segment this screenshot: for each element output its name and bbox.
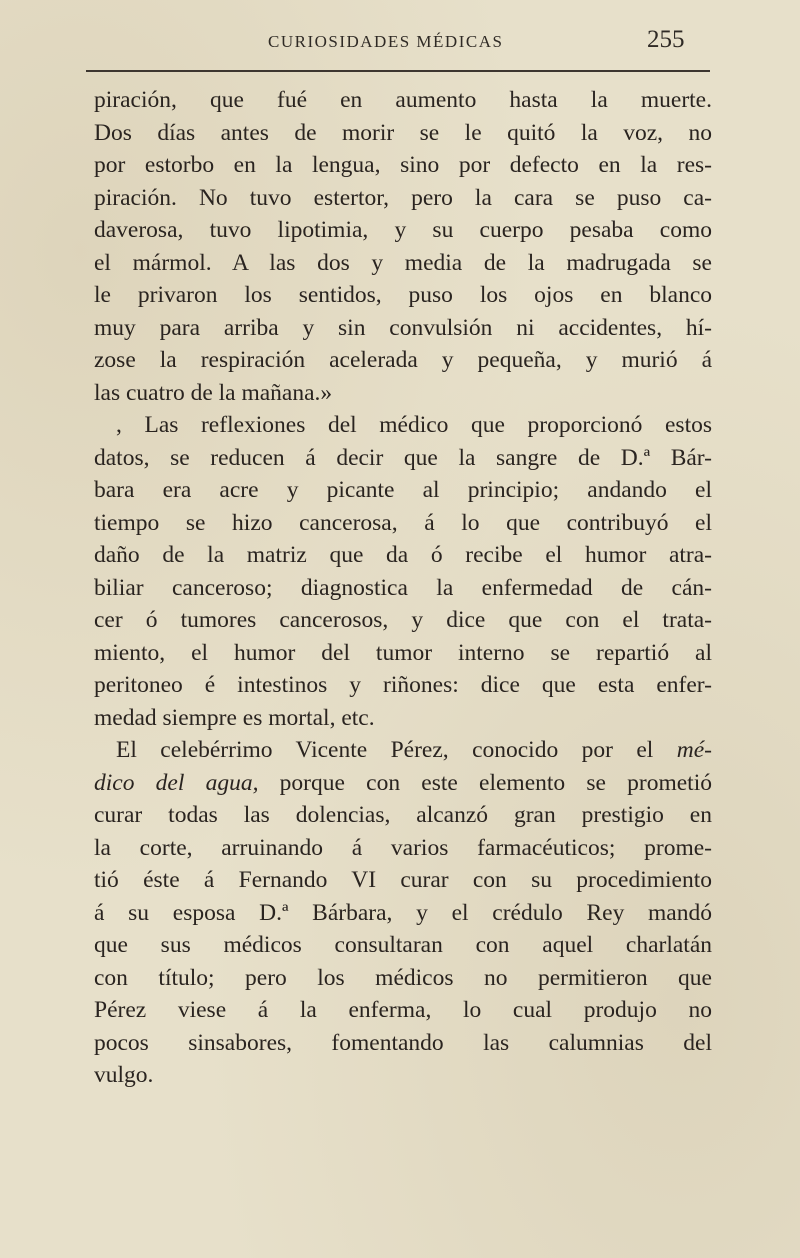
body-text (94, 84, 712, 1092)
text-line: piración, que fué en aumento hasta la muerte. (94, 87, 712, 113)
text-line: vulgo. (94, 1062, 154, 1088)
text-line: miento, el humor del tumor interno se repartió al (94, 639, 712, 666)
text-span: El celebérrimo Vicente Pérez, conocido por el (116, 737, 677, 763)
italic-term: mé- (676, 737, 712, 763)
text-line: que sus médicos consultaran con aquel charlatán (94, 932, 712, 958)
text-line: tiempo se hizo cancerosa, á lo que contribuyó el (94, 509, 712, 536)
text-line: piración. No tuvo estertor, pero la cara se puso ca- (94, 184, 712, 211)
text-line: la corte, arruinando á varios farmacéuticos; prome- (94, 834, 712, 861)
text-line: por estorbo en la lengua, sino por defecto en la res- (94, 152, 712, 178)
page-number: 255 (647, 26, 685, 53)
text-line: á su esposa D.ª Bárbara, y el crédulo Rey mandó (94, 899, 712, 926)
text-line: bara era acre y picante al principio; andando el (94, 477, 712, 503)
running-title: CURIOSIDADES MÉDICAS (268, 32, 504, 51)
paragraph-3 (94, 734, 712, 1092)
text-line: zose la respiración acelerada y pequeña, y murió á (94, 347, 712, 373)
text-line: peritoneo é intestinos y riñones: dice que esta enfer- (94, 672, 712, 698)
paragraph-1 (94, 84, 712, 409)
text-line: daño de la matriz que da ó recibe el humor atra- (94, 542, 712, 568)
paragraph-2 (94, 409, 712, 734)
text-line (94, 734, 712, 767)
text-line: biliar canceroso; diagnostica la enfermedad de cán- (94, 574, 712, 601)
text-line: Pérez viese á la enferma, lo cual produjo no (94, 997, 712, 1023)
text-line: tió éste á Fernando VI curar con su procedimiento (94, 867, 712, 893)
text-line: curar todas las dolencias, alcanzó gran prestigio en (94, 802, 712, 828)
text-line: medad siempre es mortal, etc. (94, 704, 375, 731)
text-line: Dos días antes de morir se le quitó la voz, no (94, 119, 712, 146)
text-line: daverosa, tuvo lipotimia, y su cuerpo pesaba como (94, 217, 712, 243)
text-line: datos, se reducen á decir que la sangre de D.ª Bár- (94, 444, 712, 471)
italic-term: dico del agua, (94, 769, 259, 796)
text-line: muy para arriba y sin convulsión ni accidentes, hí- (94, 314, 712, 341)
text-line: le privaron los sentidos, puso los ojos en blanco (94, 282, 712, 308)
text-line: las cuatro de la mañana.» (94, 379, 333, 406)
text-line: cer ó tumores cancerosos, y dice que con el trata- (94, 607, 712, 633)
text-line: pocos sinsabores, fomentando las calumnias del (94, 1029, 712, 1056)
text-line: , Las reflexiones del médico que proporcionó estos (116, 412, 712, 438)
header-rule (86, 70, 710, 72)
text-line: con título; pero los médicos no permitieron que (94, 964, 712, 991)
text-line: el mármol. A las dos y media de la madrugada se (94, 249, 712, 276)
text-span: porque con este elemento se prometió (258, 769, 712, 796)
text-line (94, 767, 712, 800)
